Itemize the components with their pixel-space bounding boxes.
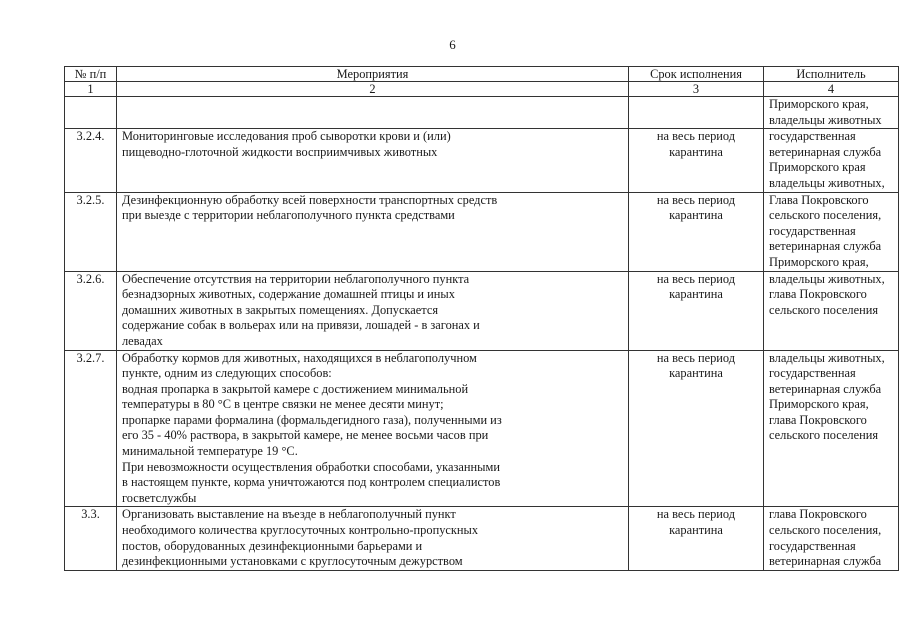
table-row [65,97,899,129]
measure-cell [117,507,629,570]
executor-text-line: Приморского края, [769,254,869,269]
row-number [65,97,117,129]
deadline-text-line: карантина [669,523,723,538]
executor-text-line: государственная [769,223,856,238]
table-row [65,350,899,507]
measure-text-line: водная пропарка в закрытой камере с достижением минимальной [122,381,469,396]
deadline-text-line: на весь период [656,192,736,207]
executor-text-line: Приморского края [769,160,866,175]
measure-text-line: безнадзорных животных, содержание домашней птицы и иных [122,287,455,302]
executor-text-line: ветеринарная служба [769,554,882,569]
row-number: 3.2.4. [65,129,117,192]
deadline-text-line: карантина [669,366,723,381]
deadline-text-line: на весь период [656,271,736,286]
executor-text-line: владельцы животных, [769,271,885,286]
executor-text-line: сельского поселения [769,302,879,317]
executor-text-line: государственная [769,538,856,553]
measure-text-line: содержание собак в вольерах или на привязи, лошадей - в загонах и [122,318,480,333]
measure-text-line: Обеспечение отсутствия на территории неблагополучного пункта [122,271,470,286]
deadline-cell [629,97,764,129]
measure-text-line: температуры в 80 °С в центре связки не менее десяти минут; [122,397,444,412]
measure-text-line: домашних животных в закрытых помещениях. Допускается [122,302,439,317]
executor-text-line: Приморского края, [769,97,869,111]
executor-text-line: владельцы животных, [769,175,885,190]
deadline-cell [629,271,764,350]
measure-text-line: необходимого количества круглосуточных контрольно-пропускных [122,523,479,538]
measure-cell [117,350,629,507]
measure-text-line: пищеводно-глоточной жидкости восприимчивых животных [122,144,438,159]
deadline-cell [629,507,764,570]
executor-text-line: сельского поселения, [769,523,882,538]
table-body [65,97,899,571]
executor-text-line: ветеринарная служба [769,381,882,396]
row-number: 3.3. [65,507,117,570]
deadline-text-line: карантина [669,287,723,302]
executor-text-line: Глава Покровского [769,192,869,207]
executor-text-line: глава Покровского [769,412,867,427]
executor-text-line: ветеринарная служба [769,144,882,159]
executor-cell [764,350,899,507]
measure-text-line: постов, оборудованных дезинфекционными барьерами и [122,538,423,553]
measure-text-line: пункте, одним из следующих способов: [122,366,332,381]
measure-cell [117,271,629,350]
executor-text-line: государственная [769,129,856,144]
measure-text-line: При невозможности осуществления обработки способами, указанными [122,459,500,474]
table-row [65,129,899,192]
executor-text-line: ветеринарная служба [769,239,882,254]
measure-text-line: Мониторинговые исследования проб сыворотки крови и (или) [122,129,451,144]
executor-cell [764,271,899,350]
column-number-1: 1 [65,82,117,97]
measure-text-line: дезинфекционными установками с круглосуточным дежурством [122,554,463,569]
executor-cell [764,507,899,570]
executor-text-line: глава Покровского [769,287,867,302]
column-number-3: 3 [629,82,764,97]
measure-text-line: Обработку кормов для животных, находящихся в неблагополучном [122,350,477,365]
deadline-cell [629,192,764,271]
deadline-text-line: карантина [669,144,723,159]
measure-text-line: Дезинфекционную обработку всей поверхности транспортных средств [122,192,498,207]
table-row [65,507,899,570]
executor-cell [764,129,899,192]
measure-text-line: минимальной температуре 19 °С. [122,444,298,459]
row-number: 3.2.7. [65,350,117,507]
deadline-cell [629,350,764,507]
deadline-cell [629,129,764,192]
measure-text-line: левадах [122,333,163,348]
deadline-text-line: на весь период [656,129,736,144]
executor-text-line: Приморского края, [769,397,869,412]
measure-text-line: при выезде с территории неблагополучного пункта средствами [122,208,455,223]
deadline-text-line: карантина [669,208,723,223]
page-number: 6 [449,37,456,52]
column-number-4: 4 [764,82,899,97]
column-number-row [65,82,899,97]
measures-table [64,66,899,571]
deadline-text-line: на весь период [656,350,736,365]
column-number-2: 2 [117,82,629,97]
executor-cell [764,192,899,271]
measure-cell [117,129,629,192]
header-executor: Исполнитель [764,67,899,82]
measure-cell [117,192,629,271]
executor-cell [764,97,899,129]
deadline-text-line: на весь период [656,507,736,522]
executor-text-line: сельского поселения [769,428,879,443]
executor-text-line: сельского поселения, [769,208,882,223]
header-deadline: Срок исполнения [629,67,764,82]
table-header-row [65,67,899,82]
measure-text-line: в настоящем пункте, корма уничтожаются под контролем специалистов [122,475,501,490]
executor-text-line: глава Покровского [769,507,867,522]
row-number: 3.2.6. [65,271,117,350]
measure-cell [117,97,629,129]
measure-text-line: госветслужбы [122,490,197,505]
table-row [65,192,899,271]
measure-text-line: его 35 - 40% раствора, в закрытой камере, не менее восьми часов при [122,428,489,443]
measure-text-line: Организовать выставление на въезде в неблагополучный пункт [122,507,456,522]
header-measures: Мероприятия [117,67,629,82]
executor-text-line: владельцы животных, [769,350,885,365]
row-number: 3.2.5. [65,192,117,271]
header-number: № п/п [65,67,117,82]
executor-text-line: владельцы животных [769,112,882,127]
executor-text-line: государственная [769,366,856,381]
measure-text-line: пропарке парами формалина (формальдегидного газа), полученными из [122,412,502,427]
table-row [65,271,899,350]
